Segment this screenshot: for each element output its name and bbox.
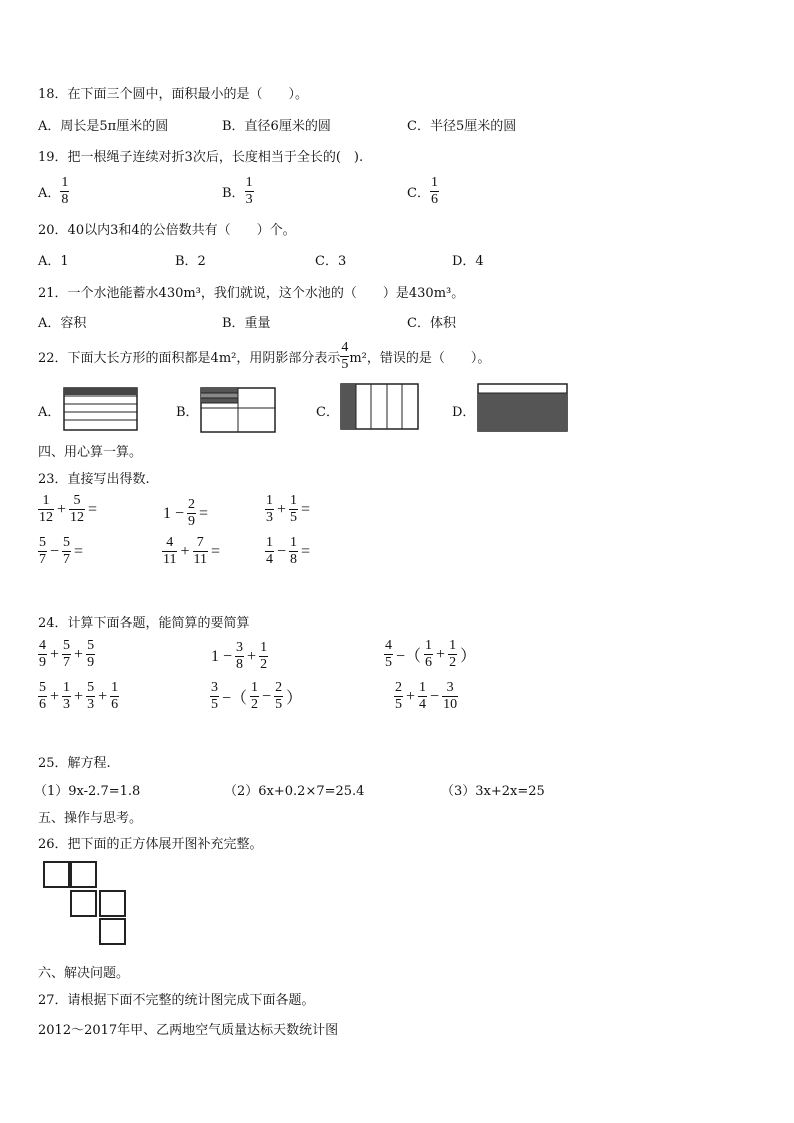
denominator: 5 bbox=[211, 697, 218, 712]
numerator: 5 bbox=[63, 535, 71, 550]
denominator: 7 bbox=[39, 552, 46, 567]
denominator: 3 bbox=[63, 697, 71, 712]
denominator: 12 bbox=[39, 510, 53, 525]
numerator: 1 bbox=[266, 493, 273, 508]
q20-option-b: B．2 bbox=[175, 254, 206, 269]
denominator: 2 bbox=[449, 655, 457, 670]
operator: = bbox=[88, 500, 98, 518]
numerator: 3 bbox=[211, 680, 218, 695]
q23-expr-5 bbox=[162, 535, 221, 568]
q25-equation-1: （1）9x-2.7=1.8 bbox=[34, 784, 141, 799]
whole-number: 1 bbox=[211, 647, 219, 665]
numerator: 5 bbox=[73, 493, 81, 508]
q23-expr-2 bbox=[162, 497, 209, 530]
fraction bbox=[62, 535, 71, 568]
q24-stem: 24．计算下面各题，能简算的要简算 bbox=[38, 616, 250, 631]
fraction bbox=[62, 680, 71, 713]
option-label: B． bbox=[222, 186, 245, 201]
q22-option-b-label: B． bbox=[176, 405, 199, 420]
numerator: 1 bbox=[260, 640, 268, 655]
operator: ） bbox=[460, 648, 477, 665]
numerator: 1 bbox=[266, 535, 273, 550]
q24-expr-6 bbox=[394, 680, 458, 713]
q21-option-b: B．重量 bbox=[222, 316, 271, 331]
numerator: 1 bbox=[425, 638, 433, 653]
operator: = bbox=[211, 542, 221, 560]
option-label: C． bbox=[407, 186, 430, 201]
denominator: 6 bbox=[111, 697, 119, 712]
operator: + bbox=[277, 500, 287, 518]
numerator: 5 bbox=[63, 638, 71, 653]
operator: + bbox=[247, 647, 257, 665]
net-square bbox=[70, 861, 97, 888]
operator: = bbox=[301, 542, 311, 560]
q24-expr-4 bbox=[38, 680, 119, 713]
fraction bbox=[442, 680, 458, 713]
operator: + bbox=[57, 500, 67, 518]
numerator: 1 bbox=[251, 680, 259, 695]
q24-expr-5 bbox=[210, 680, 303, 713]
numerator: 2 bbox=[275, 680, 283, 695]
q18-option-b: B．直径6厘米的圆 bbox=[222, 119, 331, 134]
fraction bbox=[289, 493, 298, 526]
numerator: 1 bbox=[290, 493, 298, 508]
operator: + bbox=[98, 687, 108, 705]
section-heading-5: 五、操作与思考。 bbox=[38, 811, 143, 826]
numerator: 1 bbox=[430, 175, 438, 190]
q24-expr-1 bbox=[38, 638, 95, 671]
fraction bbox=[69, 493, 85, 526]
numerator: 5 bbox=[87, 680, 95, 695]
numerator: 2 bbox=[395, 680, 402, 695]
fraction bbox=[448, 638, 457, 671]
q22-figure-c bbox=[340, 383, 420, 431]
q27-chart-title: 2012～2017年甲、乙两地空气质量达标天数统计图 bbox=[38, 1023, 339, 1038]
q26-stem: 26．把下面的正方体展开图补充完整。 bbox=[38, 837, 263, 852]
fraction bbox=[274, 680, 283, 713]
fraction bbox=[38, 638, 47, 671]
q23-expr-6 bbox=[265, 535, 311, 568]
numerator: 5 bbox=[39, 535, 46, 550]
q25-equation-2: （2）6x+0.2×7=25.4 bbox=[224, 784, 365, 799]
denominator: 6 bbox=[430, 192, 438, 207]
fraction bbox=[38, 680, 47, 713]
numerator: 4 bbox=[341, 340, 349, 355]
fraction bbox=[394, 680, 403, 713]
option-label: A． bbox=[38, 186, 61, 201]
denominator: 3 bbox=[266, 510, 273, 525]
q22-figure-a bbox=[63, 387, 139, 432]
q20-option-d: D．4 bbox=[452, 254, 484, 269]
numerator: 4 bbox=[385, 638, 392, 653]
operator: − bbox=[262, 687, 272, 705]
operator: − bbox=[175, 504, 185, 522]
numerator: 3 bbox=[446, 680, 454, 695]
denominator: 8 bbox=[290, 552, 298, 567]
denominator: 12 bbox=[70, 510, 85, 525]
fraction bbox=[418, 680, 427, 713]
net-square bbox=[43, 861, 70, 888]
q18-option-a: A．周长是5π厘米的圆 bbox=[38, 119, 169, 134]
denominator: 5 bbox=[341, 357, 349, 372]
q25-stem: 25．解方程. bbox=[38, 756, 111, 771]
numerator: 1 bbox=[111, 680, 119, 695]
denominator: 5 bbox=[395, 697, 402, 712]
net-square bbox=[99, 918, 126, 945]
q23-stem: 23．直接写出得数. bbox=[38, 472, 150, 487]
q20-stem: 20．40以内3和4的公倍数共有（ ）个。 bbox=[38, 223, 296, 238]
operator: + bbox=[436, 645, 446, 663]
denominator: 5 bbox=[275, 697, 283, 712]
fraction bbox=[38, 535, 47, 568]
denominator: 11 bbox=[193, 552, 207, 567]
q18-option-c: C．半径5厘米的圆 bbox=[407, 119, 517, 134]
denominator: 2 bbox=[260, 657, 268, 672]
operator: + bbox=[50, 645, 60, 663]
denominator: 9 bbox=[87, 655, 95, 670]
fraction bbox=[265, 535, 274, 568]
denominator: 6 bbox=[39, 697, 46, 712]
operator: + bbox=[74, 687, 84, 705]
q27-stem: 27．请根据下面不完整的统计图完成下面各题。 bbox=[38, 993, 315, 1008]
fraction bbox=[289, 535, 298, 568]
fraction bbox=[235, 640, 244, 673]
numerator: 1 bbox=[61, 175, 69, 190]
numerator: 7 bbox=[196, 535, 204, 550]
q21-option-a: A．容积 bbox=[38, 316, 87, 331]
fraction bbox=[340, 340, 349, 373]
q23-expr-3 bbox=[265, 493, 311, 526]
denominator: 8 bbox=[236, 657, 244, 672]
q23-expr-1 bbox=[38, 493, 98, 526]
denominator: 4 bbox=[266, 552, 273, 567]
q19-option-c bbox=[407, 175, 439, 208]
fraction bbox=[250, 680, 259, 713]
q22-stem bbox=[38, 340, 490, 373]
q21-option-c: C．体积 bbox=[407, 316, 456, 331]
operator: = bbox=[301, 500, 311, 518]
operator: = bbox=[74, 542, 84, 560]
numerator: 1 bbox=[63, 680, 71, 695]
numerator: 1 bbox=[290, 535, 298, 550]
operator: + bbox=[180, 542, 190, 560]
numerator: 1 bbox=[419, 680, 427, 695]
q22-stem-post: m²，错误的是（ ）。 bbox=[349, 351, 491, 366]
fraction bbox=[187, 497, 196, 530]
denominator: 2 bbox=[251, 697, 259, 712]
section-heading-4: 四、用心算一算。 bbox=[38, 445, 143, 460]
operator: + bbox=[406, 687, 416, 705]
net-square bbox=[99, 890, 126, 917]
fraction bbox=[210, 680, 219, 713]
operator: −（ bbox=[396, 648, 422, 665]
whole-number: 1 bbox=[163, 504, 171, 522]
q24-expr-2 bbox=[210, 640, 268, 673]
q19-option-b bbox=[222, 175, 254, 208]
denominator: 5 bbox=[385, 655, 392, 670]
fraction bbox=[259, 640, 268, 673]
q19-stem: 19．把一根绳子连续对折3次后，长度相当于全长的( ). bbox=[38, 150, 364, 165]
operator: − bbox=[50, 542, 60, 560]
fraction bbox=[265, 493, 274, 526]
denominator: 9 bbox=[39, 655, 46, 670]
numerator: 4 bbox=[166, 535, 174, 550]
numerator: 1 bbox=[245, 175, 253, 190]
operator: ） bbox=[286, 690, 303, 707]
denominator: 3 bbox=[245, 192, 253, 207]
fraction bbox=[38, 493, 54, 526]
operator: + bbox=[74, 645, 84, 663]
fraction bbox=[193, 535, 208, 568]
numerator: 5 bbox=[87, 638, 95, 653]
fraction bbox=[110, 680, 119, 713]
q19-option-a bbox=[38, 175, 69, 208]
numerator: 1 bbox=[42, 493, 50, 508]
fraction bbox=[162, 535, 177, 568]
q22-figure-b bbox=[200, 387, 277, 434]
denominator: 5 bbox=[290, 510, 298, 525]
numerator: 4 bbox=[39, 638, 46, 653]
denominator: 3 bbox=[87, 697, 95, 712]
denominator: 8 bbox=[61, 192, 69, 207]
denominator: 10 bbox=[443, 697, 458, 712]
denominator: 7 bbox=[63, 552, 71, 567]
operator: − bbox=[223, 647, 233, 665]
q22-option-c-label: C． bbox=[316, 405, 339, 420]
numerator: 2 bbox=[188, 497, 196, 512]
fraction bbox=[86, 680, 95, 713]
numerator: 3 bbox=[236, 640, 244, 655]
net-square bbox=[70, 890, 97, 917]
operator: − bbox=[277, 542, 287, 560]
fraction bbox=[384, 638, 393, 671]
fraction bbox=[245, 175, 254, 208]
denominator: 4 bbox=[419, 697, 427, 712]
operator: + bbox=[50, 687, 60, 705]
cube-net-figure bbox=[43, 861, 133, 954]
fraction bbox=[86, 638, 95, 671]
q22-stem-pre: 22．下面大长方形的面积都是4m²，用阴影部分表示 bbox=[38, 351, 341, 366]
q20-option-c: C．3 bbox=[315, 254, 347, 269]
q20-option-a: A．1 bbox=[38, 254, 69, 269]
fraction bbox=[62, 638, 71, 671]
q22-figure-d bbox=[477, 383, 569, 433]
q23-expr-4 bbox=[38, 535, 84, 568]
section-heading-6: 六、解决问题。 bbox=[38, 966, 130, 981]
denominator: 9 bbox=[188, 514, 196, 529]
q18-stem: 18．在下面三个圆中，面积最小的是（ ）。 bbox=[38, 87, 309, 102]
q22-option-d-label: D． bbox=[452, 405, 476, 420]
denominator: 7 bbox=[63, 655, 71, 670]
operator: = bbox=[199, 504, 209, 522]
fraction bbox=[424, 638, 433, 671]
numerator: 5 bbox=[39, 680, 46, 695]
numerator: 1 bbox=[449, 638, 457, 653]
q22-option-a-label: A． bbox=[38, 405, 61, 420]
operator: − bbox=[430, 687, 440, 705]
q24-expr-3 bbox=[384, 638, 477, 671]
denominator: 11 bbox=[163, 552, 177, 567]
fraction bbox=[430, 175, 439, 208]
q25-equation-3: （3）3x+2x=25 bbox=[441, 784, 545, 799]
operator: −（ bbox=[222, 690, 248, 707]
q21-stem: 21．一个水池能蓄水430m³，我们就说，这个水池的（ ）是430m³。 bbox=[38, 286, 465, 301]
denominator: 6 bbox=[425, 655, 433, 670]
fraction bbox=[60, 175, 69, 208]
